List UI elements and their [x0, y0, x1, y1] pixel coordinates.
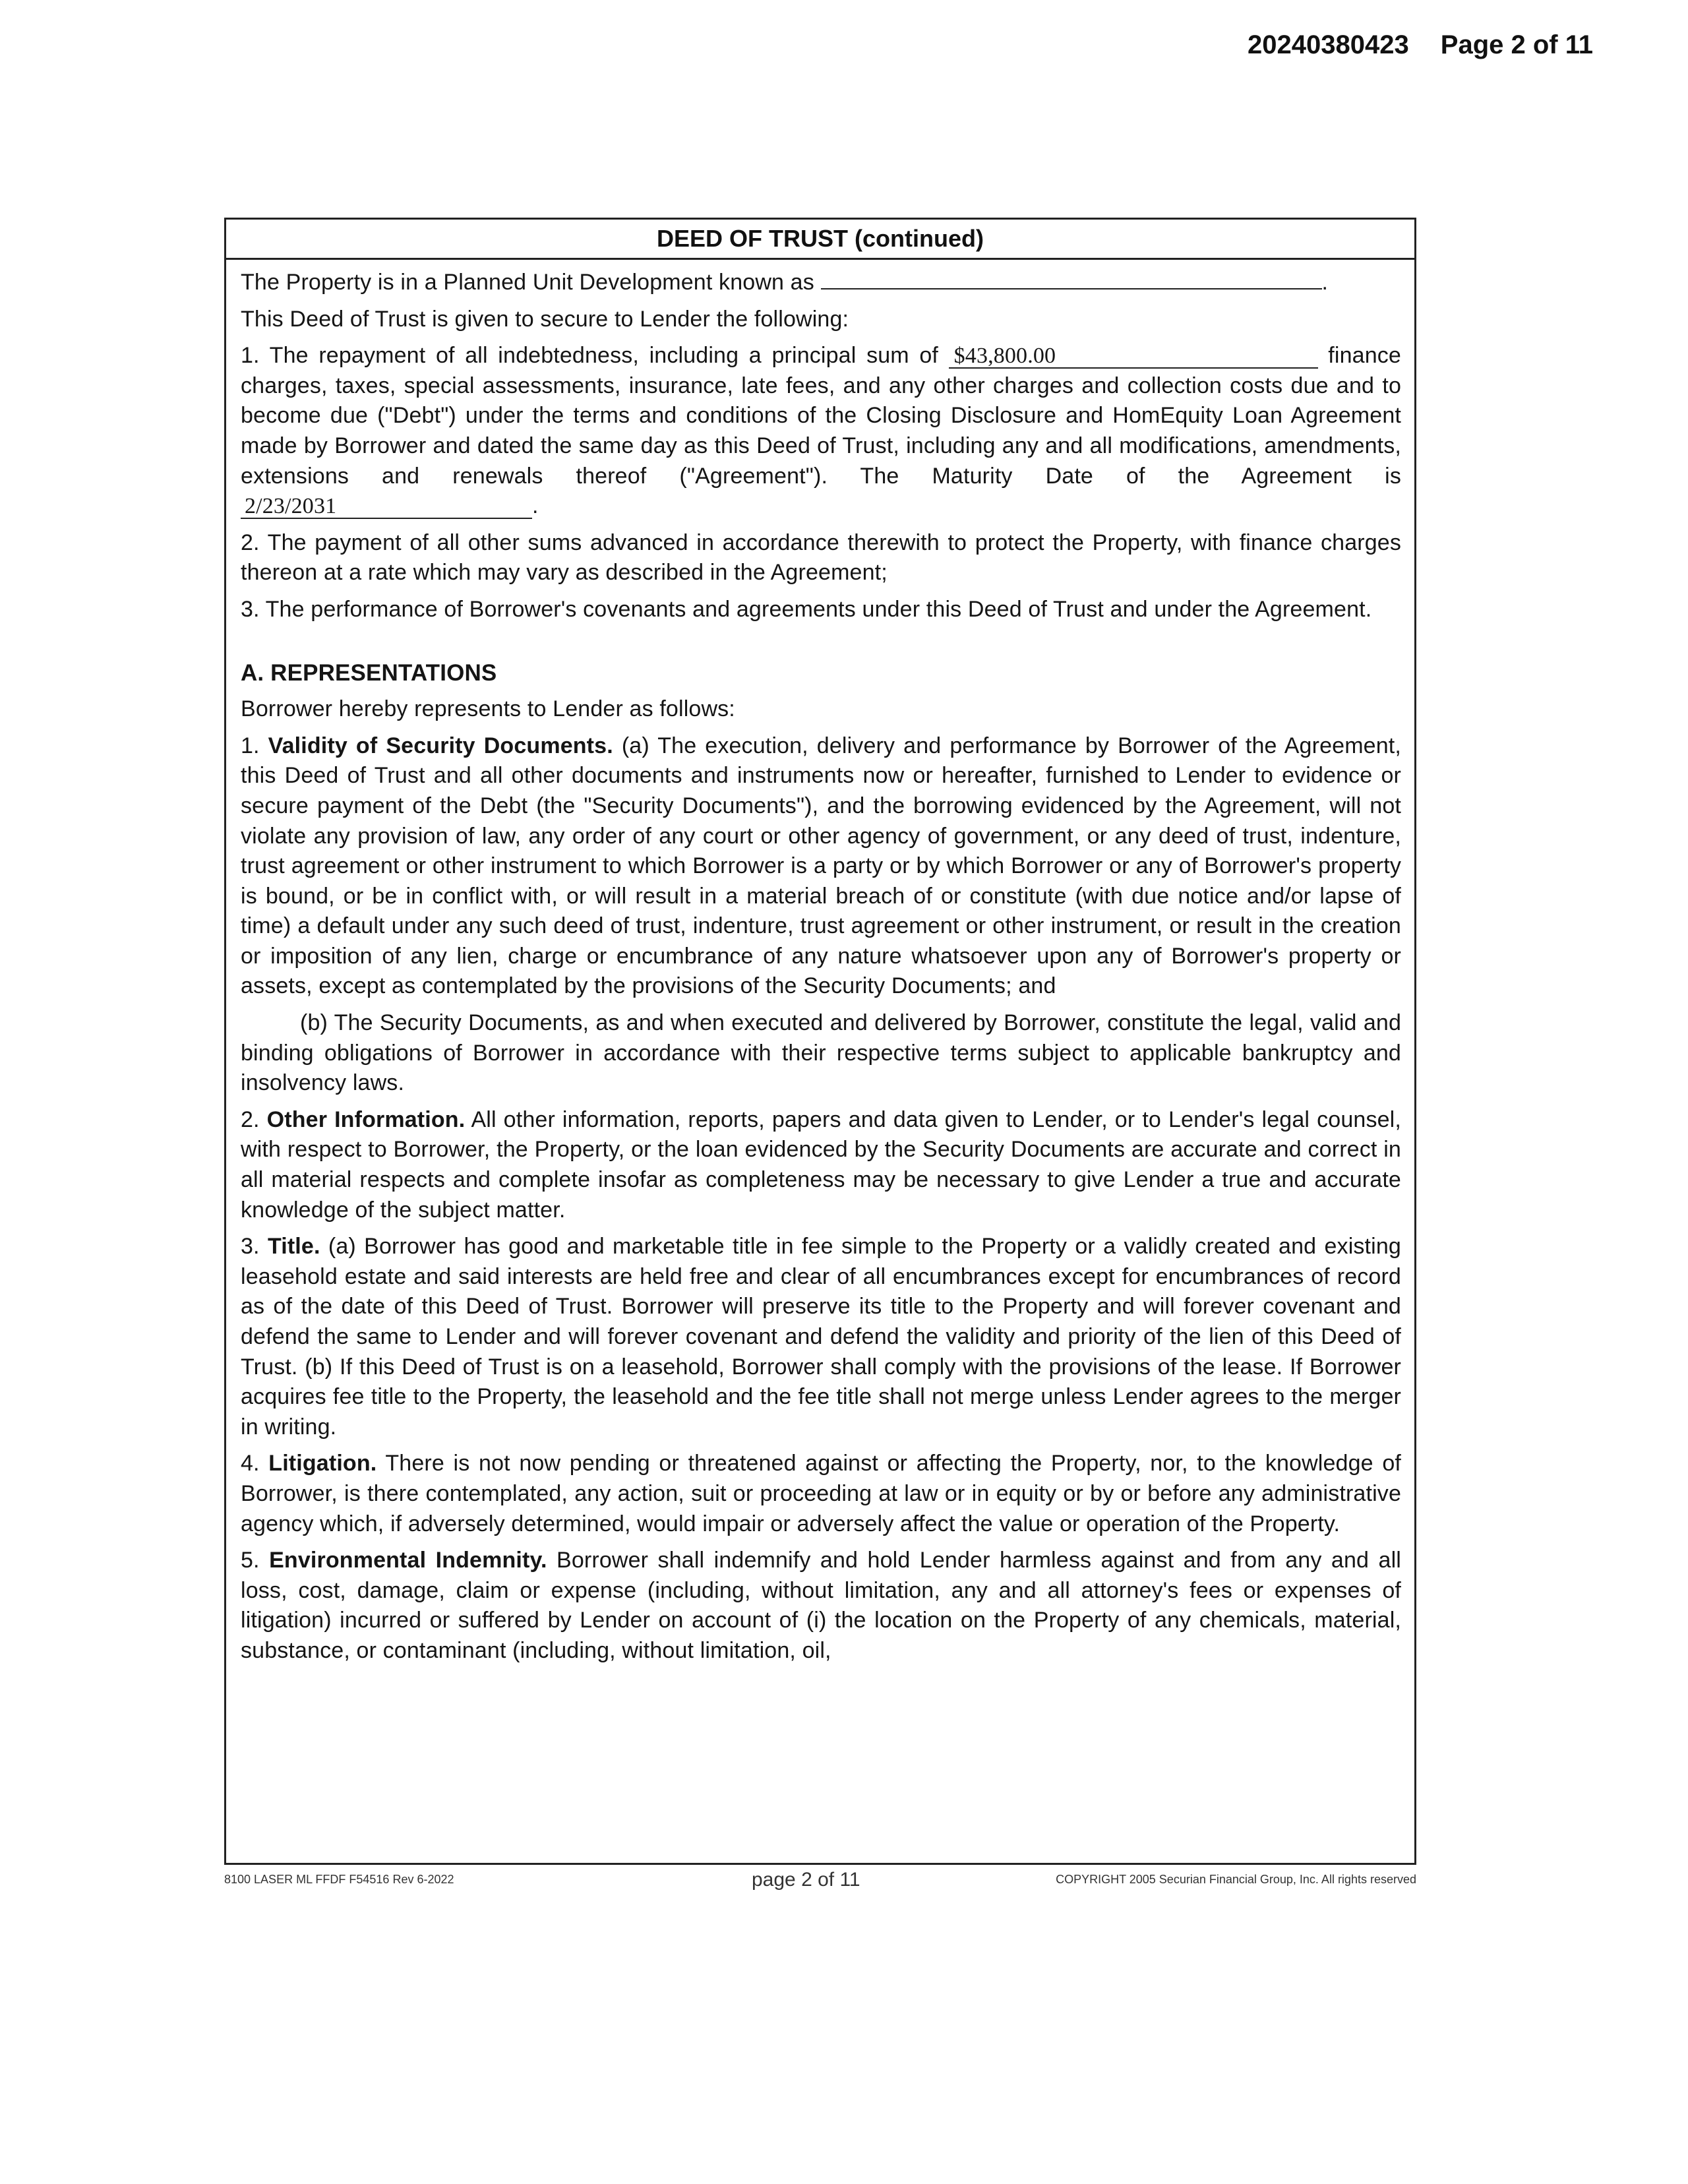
document-title: DEED OF TRUST (continued) — [226, 220, 1414, 260]
rep5-title: Environmental Indemnity. — [269, 1548, 547, 1573]
representation-4 — [241, 1449, 1401, 1539]
representation-2 — [241, 1105, 1401, 1225]
rep2-title: Other Information. — [266, 1107, 466, 1132]
rep1-text-a: (a) The execution, delivery and performance by Borrower of the Agreement, this Deed of Trust and all other documents and instruments now or hereafter, furnished to Lender to evidence or secure payment of the Debt (the "Security Documents"), and the borrowing evidenced by the Agreement, will not violate any provision of law, any order of any court or other agency of government, or any deed of trust, indenture, trust agreement or other instrument to which Borrower is a party or by which Borrower or any of Borrower's property is bound, or be in conflict with, or will result in a material breach of or constitute (with due notice and/or lapse of time) a default under any such deed of trust, indenture, trust agreement or other instrument, or result in the creation or imposition of any lien, charge or encumbrance of any nature whatsoever upon any of Borrower's property or assets, except as contemplated by the provisions of the Security Documents; and — [241, 733, 1401, 999]
footer-page-number: page 2 of 11 — [752, 1869, 860, 1891]
representation-1 — [241, 731, 1401, 1002]
pud-text: The Property is in a Planned Unit Development known as — [241, 270, 814, 295]
secured-item-1 — [241, 341, 1401, 522]
rep1-num: 1. — [241, 733, 260, 758]
document-frame — [224, 218, 1416, 1865]
rep4-num: 4. — [241, 1451, 260, 1476]
secured-item-3: 3. The performance of Borrower's covenants and agreements under this Deed of Trust and under the Agreement. — [241, 596, 1372, 622]
copyright-notice: COPYRIGHT 2005 Securian Financial Group, Inc. All rights reserved — [1056, 1873, 1416, 1886]
pud-name-blank — [821, 268, 1322, 289]
pud-end: . — [1321, 270, 1329, 295]
page-footer — [224, 1869, 1416, 1893]
rep3-num: 3. — [241, 1234, 260, 1259]
form-identifier: 8100 LASER ML FFDF F54516 Rev 6-2022 — [224, 1873, 454, 1886]
rep2-num: 2. — [241, 1107, 260, 1132]
section-a-heading: A. REPRESENTATIONS — [241, 659, 497, 686]
item1-start: 1. The repayment of all indebtedness, including a principal sum of — [241, 343, 939, 369]
rep3-text: (a) Borrower has good and marketable title in fee simple to the Property or a validly created and existing leasehold estate and said interests are held free and clear of all encumbrances except for encumbrances of record as of the date of this Deed of Trust. Borrower will preserve its title to the Property and will forever covenant and defend the same to Lender and will forever covenant and defend the validity and priority of the lien of this Deed of Trust. (b) If this Deed of Trust is on a leasehold, Borrower shall comply with the provisions of the lease. If Borrower acquires fee title to the Property, the leasehold and the fee title shall not merge unless Lender agrees to the merger in writing. — [241, 1234, 1401, 1440]
rep4-title: Litigation. — [268, 1451, 377, 1476]
recording-header — [1248, 30, 1593, 60]
secured-item-2: 2. The payment of all other sums advanced in accordance therewith to protect the Property, with finance charges thereon at a rate which may vary as described in the Agreement; — [241, 530, 1401, 586]
representation-5 — [241, 1546, 1401, 1666]
representation-1b: (b) The Security Documents, as and when executed and delivered by Borrower, constitute the legal, valid and binding obligations of Borrower in accordance with their respective terms subject to applicable bankruptcy and insolvency laws. — [241, 1010, 1401, 1096]
rep3-title: Title. — [267, 1234, 320, 1259]
document-body — [226, 260, 1414, 1666]
rep1-title: Validity of Security Documents. — [268, 733, 613, 758]
representation-3 — [241, 1232, 1401, 1442]
rep5-text: Borrower shall indemnify and hold Lender harmless against and from any and all loss, cost, damage, claim or expense (including, without limitation, any and all attorney's fees or expenses of litigation) incurred or suffered by Lender on account of (i) the location on the Property of any chemicals, material, substance, or contaminant (including, without limitation, oil, — [241, 1548, 1401, 1663]
maturity-date: 2/23/2031 — [241, 495, 532, 519]
item1-end: . — [532, 493, 539, 519]
rep5-num: 5. — [241, 1548, 260, 1573]
section-a-intro: Borrower hereby represents to Lender as follows: — [241, 696, 735, 722]
page-indicator: Page 2 of 11 — [1440, 30, 1593, 59]
recording-number: 20240380423 — [1248, 30, 1409, 59]
principal-sum: $43,800.00 — [949, 345, 1318, 369]
secure-intro: This Deed of Trust is given to secure to Lender the following: — [241, 306, 849, 332]
pud-line — [241, 268, 1401, 298]
item1-rest: finance charges, taxes, special assessments, insurance, late fees, and any other charges and collection costs due and to become due ("Debt") under the terms and conditions of the Closing Disclosure and HomEquity Loan Agreement made by Borrower and dated the same day as this Deed of Trust, including any and all modifications, amendments, extensions and renewals thereof ("Agreement"). The Maturity Date of the Agreement is — [241, 343, 1401, 489]
rep4-text: There is not now pending or threatened against or affecting the Property, nor, to the knowledge of Borrower, is there contemplated, any action, suit or proceeding at law or in equity or by or before any administrative agency which, if adversely determined, would impair or adversely affect the value or operation of the Property. — [241, 1451, 1401, 1536]
rep2-text: All other information, reports, papers and data given to Lender, or to Lender's legal counsel, with respect to Borrower, the Property, or the loan evidenced by the Security Documents are accurate and correct in all material respects and complete insofar as completeness may be necessary to give Lender a true and accurate knowledge of the subject matter. — [241, 1107, 1401, 1223]
